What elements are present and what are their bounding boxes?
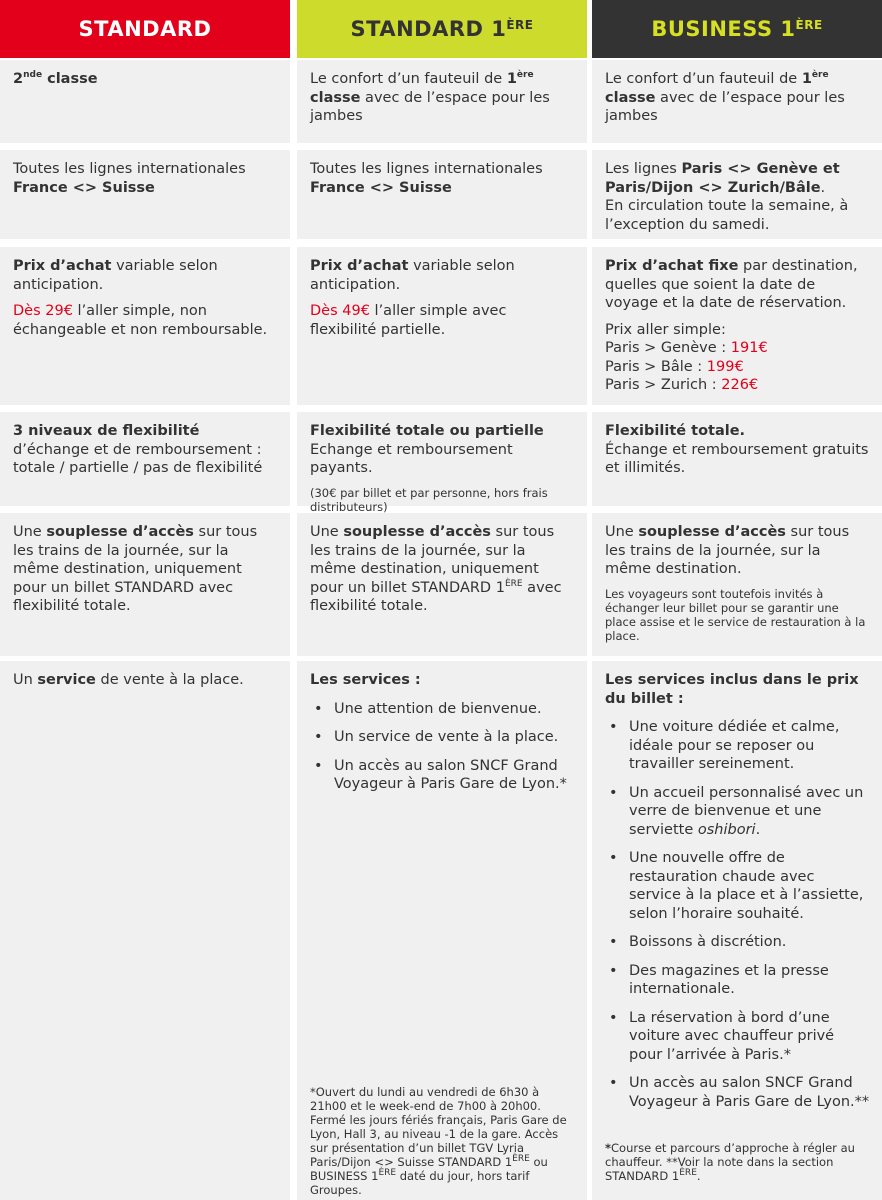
standard1-services-cell: [297, 661, 587, 1200]
column-standard: [0, 0, 290, 688]
standard1-lines-cell: Toutes les lignes internationales France <> Suisse: [297, 150, 587, 239]
business1-price-cell: Prix d’achat fixe par destination, quelles que soient la date de voyage et la date de réservation. Prix aller simple: Paris > Genève : 191€ Paris > Bâle : 199€ Paris > Zurich : 226€: [592, 247, 882, 405]
column-business-1ere: [592, 0, 882, 1183]
list-item: • Boissons à discrétion.: [605, 933, 870, 952]
business1-access-cell: Une souplesse d’accès sur tous les trains de la journée, sur la même destination. Les voyageurs sont toutefois invités à échanger leur billet pour se garantir une place assise et le service de restauration à la place.: [592, 513, 882, 656]
list-item: • Une voiture dédiée et calme, idéale pour se reposer ou travailler sereinement.: [605, 718, 870, 774]
list-item: • La réservation à bord d’une voiture avec chauffeur privé pour l’arrivée à Paris.*: [605, 1009, 870, 1065]
price-row: Paris > Zurich : 226€: [605, 377, 759, 393]
standard-lines-cell: Toutes les lignes internationales France <> Suisse: [0, 150, 290, 239]
column-standard-1ere: [297, 0, 587, 1197]
business1-services-cell: [592, 661, 882, 1200]
list-item: • Un accès au salon SNCF Grand Voyageur à Paris Gare de Lyon.*: [310, 757, 575, 794]
list-item: • Un accueil personnalisé avec un verre de bienvenue et une serviette oshibori.: [605, 784, 870, 840]
standard-price-cell: Prix d’achat variable selon anticipation. Dès 29€ l’aller simple, non échangeable et non remboursable.: [0, 247, 290, 405]
list-item: • Une nouvelle offre de restauration chaude avec service à la place et à l’assiette, selon l’horaire souhaité.: [605, 849, 870, 923]
business1-services-title: Les services inclus dans le prix du billet :: [605, 672, 859, 707]
header-standard: STANDARD: [0, 0, 290, 58]
standard1-price-cell: Prix d’achat variable selon anticipation. Dès 49€ l’aller simple avec flexibilité partielle.: [297, 247, 587, 405]
standard1-services-title: Les services :: [310, 672, 421, 688]
standard1-services-list: [310, 700, 575, 794]
price-row: Paris > Genève : 191€: [605, 340, 768, 356]
standard-flex-cell: 3 niveaux de flexibilité d’échange et de remboursement : totale / partielle / pas de flexibilité: [0, 412, 290, 506]
business1-lines-cell: Les lignes Paris <> Genève et Paris/Dijon <> Zurich/Bâle. En circulation toute la semaine, à l’exception du samedi.: [592, 150, 882, 239]
header-standard-1ere: STANDARD 1 $^{ÈRE}$: [297, 0, 587, 58]
standard-access-cell: Une souplesse d’accès sur tous les trains de la journée, sur la même destination, uniquement pour un billet STANDARD avec flexibilité totale.: [0, 513, 290, 656]
standard1-flex-cell: Flexibilité totale ou partielle Echange et remboursement payants. (30€ par billet et par personne, hors frais distributeurs): [297, 412, 587, 506]
price-row: Paris > Bâle : 199€: [605, 358, 744, 375]
list-item: • Un service de vente à la place.: [310, 728, 575, 747]
standard-class-cell: 2nde classe: [0, 60, 290, 143]
standard1-price: Dès 49€: [310, 303, 370, 319]
business1-footnote: *Course et parcours d’approche à régler au chauffeur. **Voir la note dans la section STANDARD 1ÈRE.: [605, 1141, 855, 1183]
list-item: • Une attention de bienvenue.: [310, 700, 575, 719]
standard-price: Dès 29€: [13, 303, 73, 319]
standard1-class-cell: Le confort d’un fauteuil de 1ère classe avec de l’espace pour les jambes: [297, 60, 587, 143]
business1-class-cell: Le confort d’un fauteuil de 1ère classe avec de l’espace pour les jambes: [592, 60, 882, 143]
standard1-access-cell: Une souplesse d’accès sur tous les trains de la journée, sur la même destination, uniquement pour un billet STANDARD 1ÈRE avec flexibilité totale.: [297, 513, 587, 656]
standard1-footnote: *Ouvert du lundi au vendredi de 6h30 à 21h00 et le week-end de 7h00 à 20h00. Fermé les jours fériés français, Paris Gare de Lyon, Hall 3, au niveau -1 de la gare. Accès sur présentation d’un billet TGV Lyria Paris/Dijon <> Suisse STANDARD 1ÈRE ou BUSINESS 1ÈRE daté du jour, hors tarif Groupes.: [310, 1085, 567, 1197]
list-item: • Un accès au salon SNCF Grand Voyageur à Paris Gare de Lyon.**: [605, 1074, 870, 1111]
list-item: • Des magazines et la presse internationale.: [605, 962, 870, 999]
standard-service-cell: Un service de vente à la place.: [0, 661, 290, 1200]
business1-services-list: [605, 718, 870, 1111]
business1-flex-cell: Flexibilité totale. Échange et remboursement gratuits et illimités.: [592, 412, 882, 506]
header-business-1ere: BUSINESS 1 $^{ÈRE}$: [592, 0, 882, 58]
